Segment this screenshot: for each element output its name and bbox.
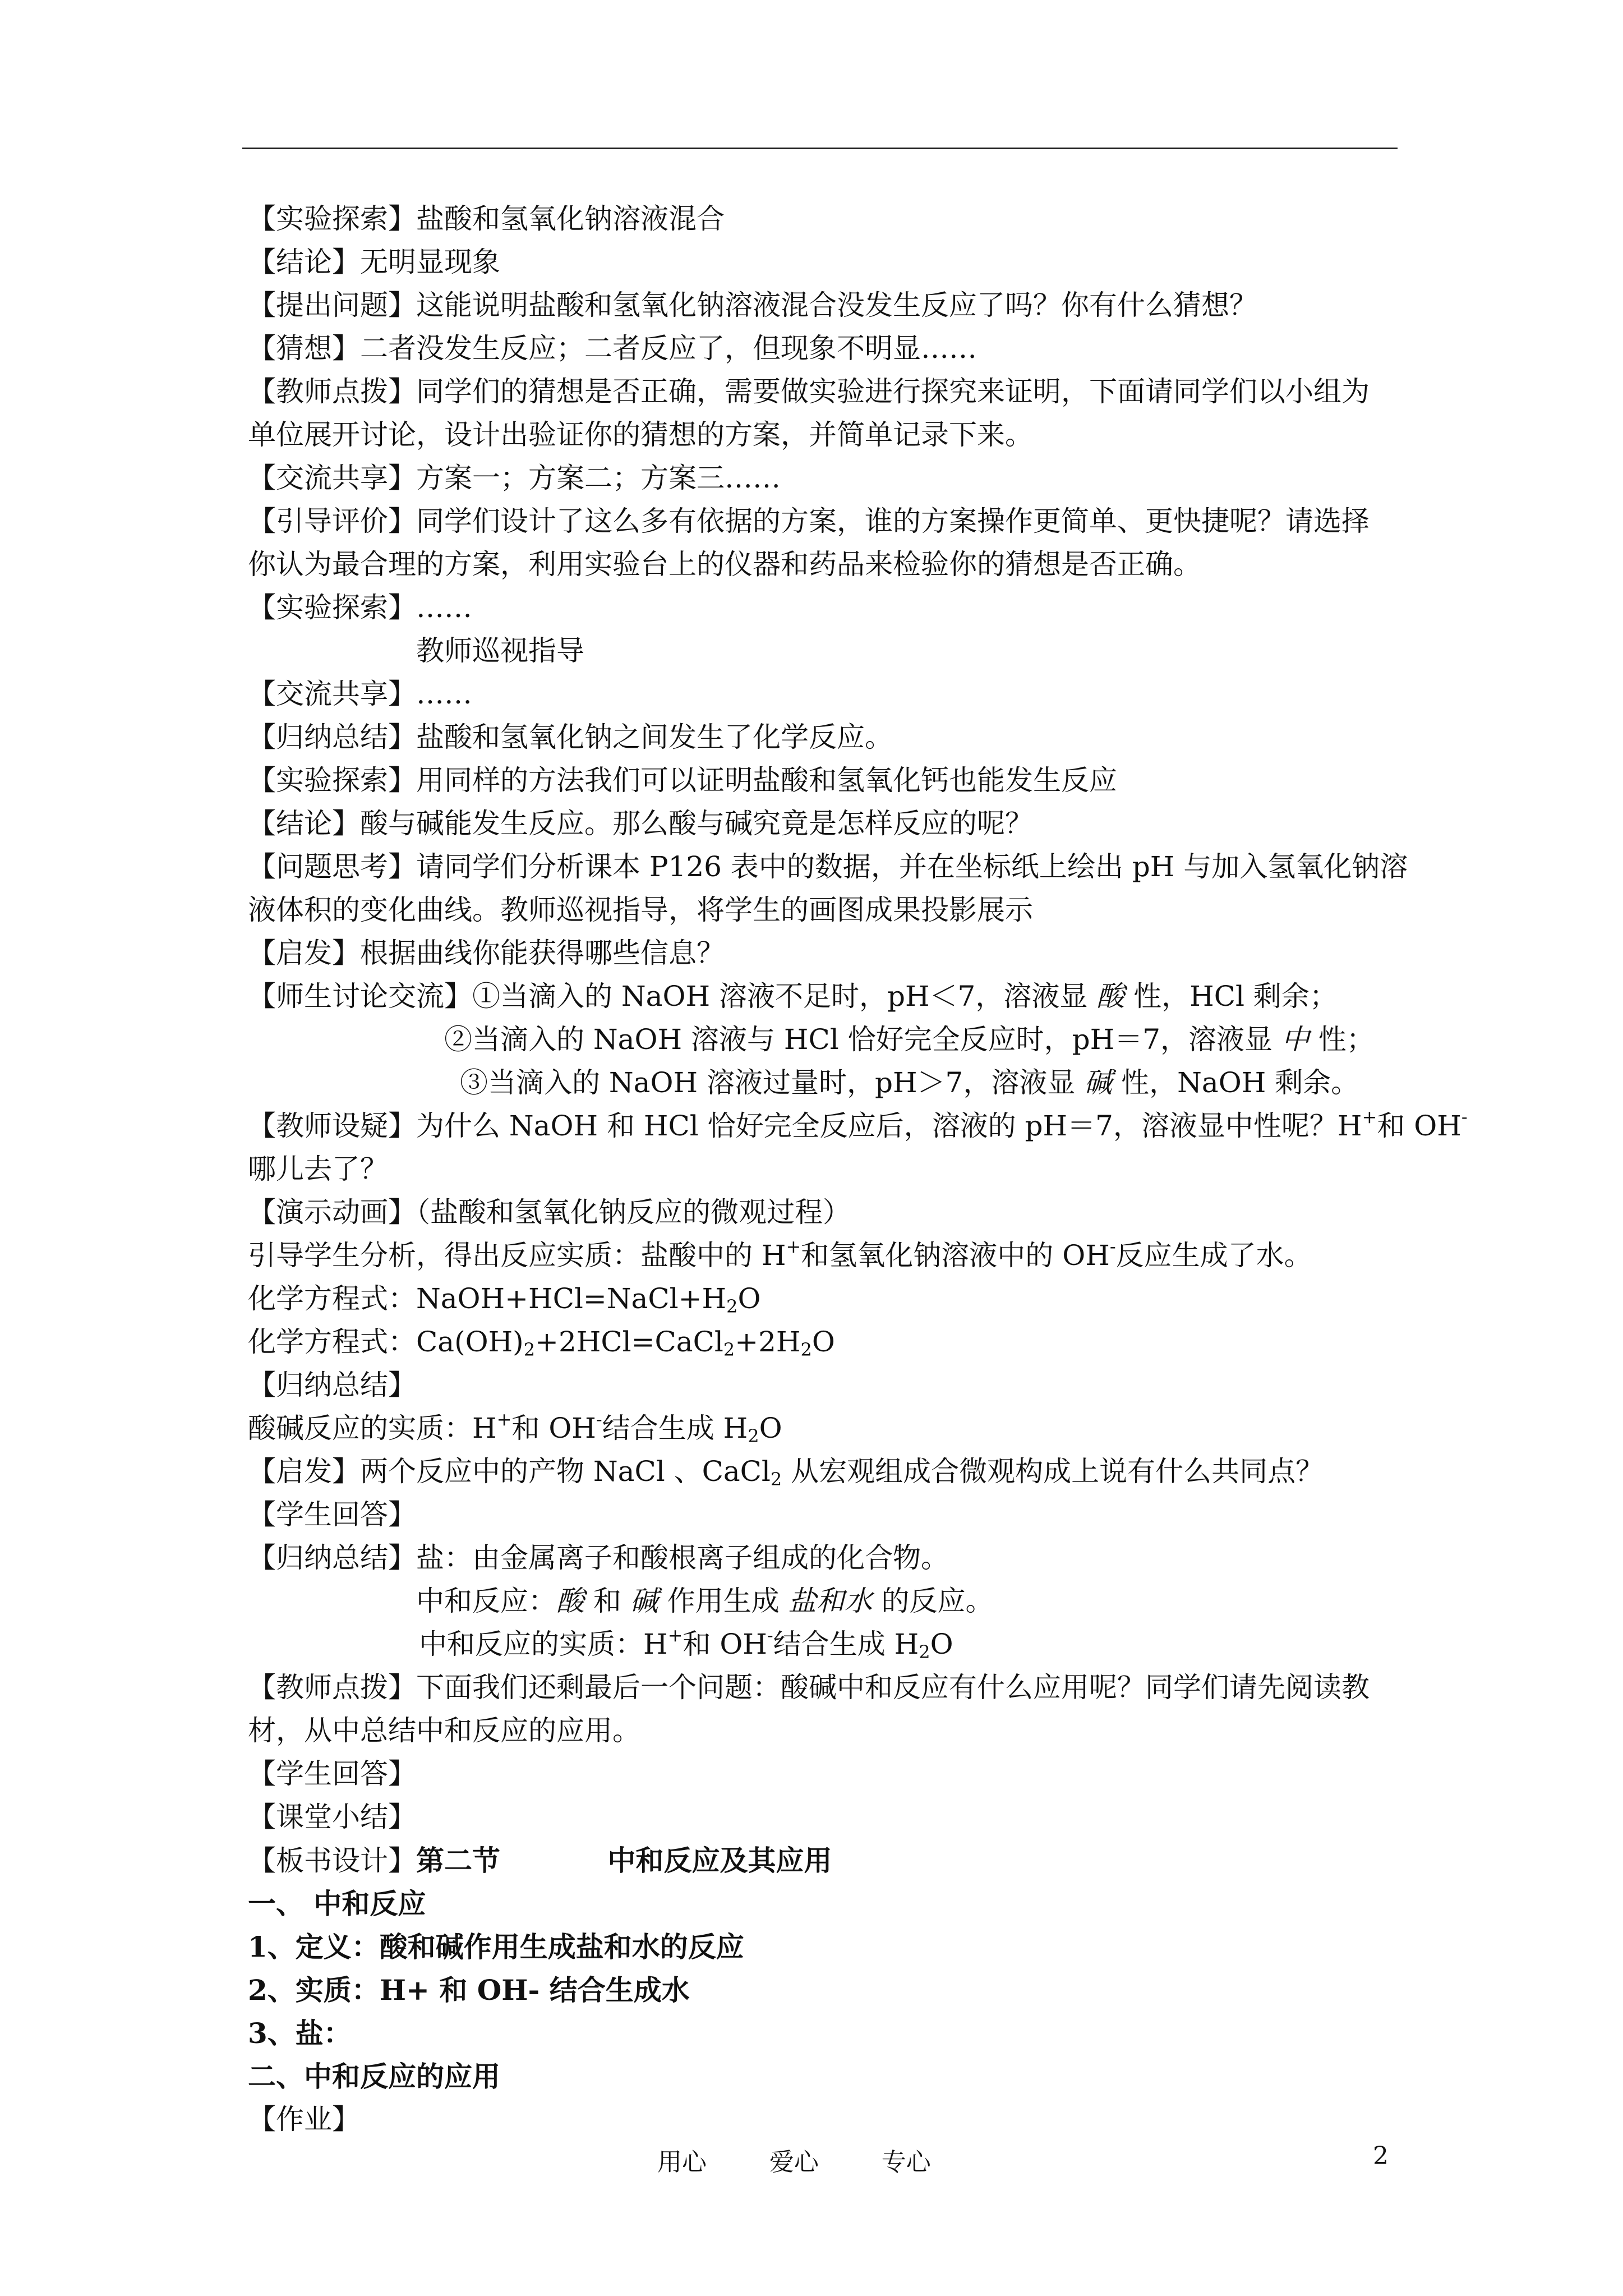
text-line: 【猜想】二者没发生反应；二者反应了，但现象不明显……: [248, 332, 977, 365]
text-line: 【交流共享】……: [248, 678, 472, 710]
text-line: 一、 中和反应: [248, 1887, 426, 1920]
text-line: 【问题思考】请同学们分析课本 P126 表中的数据，并在坐标纸上绘出 pH 与加入氢氧化钠溶: [248, 850, 1408, 883]
text-line: ②当滴入的 NaOH 溶液与 HCl 恰好完全反应时，pH＝7，溶液显 中 性；: [444, 1023, 1375, 1056]
footer-motto: 用心 爱心 专心: [657, 2148, 931, 2177]
page-number: 2: [1373, 2142, 1389, 2170]
text-line: 【教师点拨】同学们的猜想是否正确，需要做实验进行探究来证明，下面请同学们以小组为: [248, 375, 1370, 408]
text-line: 【学生回答】: [248, 1757, 416, 1790]
text-line: 酸碱反应的实质：H+和 OH-结合生成 $H_2O$: [248, 1409, 782, 1447]
text-line: 【交流共享】方案一；方案二；方案三……: [248, 462, 781, 494]
text-line: 【归纳总结】盐酸和氢氧化钠之间发生了化学反应。: [248, 721, 893, 753]
text-line: 【教师点拨】下面我们还剩最后一个问题：酸碱中和反应有什么应用呢？同学们请先阅读教: [248, 1671, 1370, 1704]
page-footer: [0, 2142, 1623, 2181]
text-line: 【归纳总结】盐：由金属离子和酸根离子组成的化合物。: [248, 1542, 949, 1574]
text-line: 中和反应：酸 和 碱 作用生成 盐和水 的反应。: [416, 1585, 994, 1617]
text-line: 1、定义：酸和碱作用生成盐和水的反应: [248, 1930, 744, 1963]
text-line: 【作业】: [248, 2103, 360, 2136]
text-line: 2、实质：H+ 和 OH- 结合生成水: [248, 1973, 690, 2007]
header-rule: [242, 148, 1398, 149]
text-line: 材，从中总结中和反应的应用。: [248, 1714, 640, 1747]
text-line: 【演示动画】（盐酸和氢氧化钠反应的微观过程）: [248, 1196, 851, 1228]
text-line: 【结论】无明显现象: [248, 246, 500, 278]
text-line: 【教师设疑】为什么 NaOH 和 HCl 恰好完全反应后，溶液的 pH＝7，溶液显中性呢？H+和 OH-: [248, 1106, 1468, 1142]
text-line: 化学方程式：$Ca(OH)_2+2HCl=CaCl_2+2H_2O$: [248, 1326, 835, 1360]
text-line: 哪儿去了？: [248, 1153, 388, 1185]
text-line: 中和反应的实质：H+和 OH-结合生成 $H_2O$: [419, 1625, 953, 1663]
text-line: 【提出问题】这能说明盐酸和氢氧化钠溶液混合没发生反应了吗？你有什么猜想？: [248, 289, 1257, 321]
text-line: 【引导评价】同学们设计了这么多有依据的方案，谁的方案操作更简单、更快捷呢？请选择: [248, 505, 1370, 537]
text-line: 你认为最合理的方案，利用实验台上的仪器和药品来检验你的猜想是否正确。: [248, 548, 1201, 581]
text-line: 【结论】酸与碱能发生反应。那么酸与碱究竟是怎样反应的呢？: [248, 807, 1033, 840]
text-line: 【实验探索】……: [248, 591, 472, 624]
text-line: 【实验探索】盐酸和氢氧化钠溶液混合: [248, 203, 725, 235]
text-line: 【课堂小结】: [248, 1801, 416, 1833]
text-line: 教师巡视指导: [416, 634, 584, 667]
text-line: 【归纳总结】: [248, 1369, 416, 1401]
text-line: ③当滴入的 NaOH 溶液过量时，pH＞7，溶液显 碱 性，NaOH 剩余。: [460, 1066, 1359, 1099]
text-line: 3、盐：: [248, 2017, 352, 2050]
text-line: 【启发】两个反应中的产物 NaCl 、CaCl$_2$ 从宏观组成合微观构成上说有什么共同点？: [248, 1455, 1324, 1490]
text-line: 【实验探索】用同样的方法我们可以证明盐酸和氢氧化钙也能发生反应: [248, 764, 1117, 797]
text-line: 【师生讨论交流】①当滴入的 NaOH 溶液不足时，pH＜7，溶液显 酸 性，HCl 剩余；: [248, 980, 1338, 1013]
text-line: 【学生回答】: [248, 1498, 416, 1531]
text-line: 【启发】根据曲线你能获得哪些信息？: [248, 937, 725, 969]
text-line: 液体积的变化曲线。教师巡视指导，将学生的画图成果投影展示: [248, 894, 1033, 926]
text-line: 化学方程式：$NaOH+HCl=NaCl+H_2O$: [248, 1282, 761, 1317]
text-line: 引导学生分析，得出反应实质：盐酸中的 H+和氢氧化钠溶液中的 OH-反应生成了水。: [248, 1236, 1312, 1272]
text-line: 【板书设计】第二节 中和反应及其应用: [248, 1844, 832, 1877]
text-line: 二、中和反应的应用: [248, 2060, 500, 2093]
document-body: [248, 197, 1468, 2141]
text-line: 单位展开讨论，设计出验证你的猜想的方案，并简单记录下来。: [248, 418, 1033, 451]
